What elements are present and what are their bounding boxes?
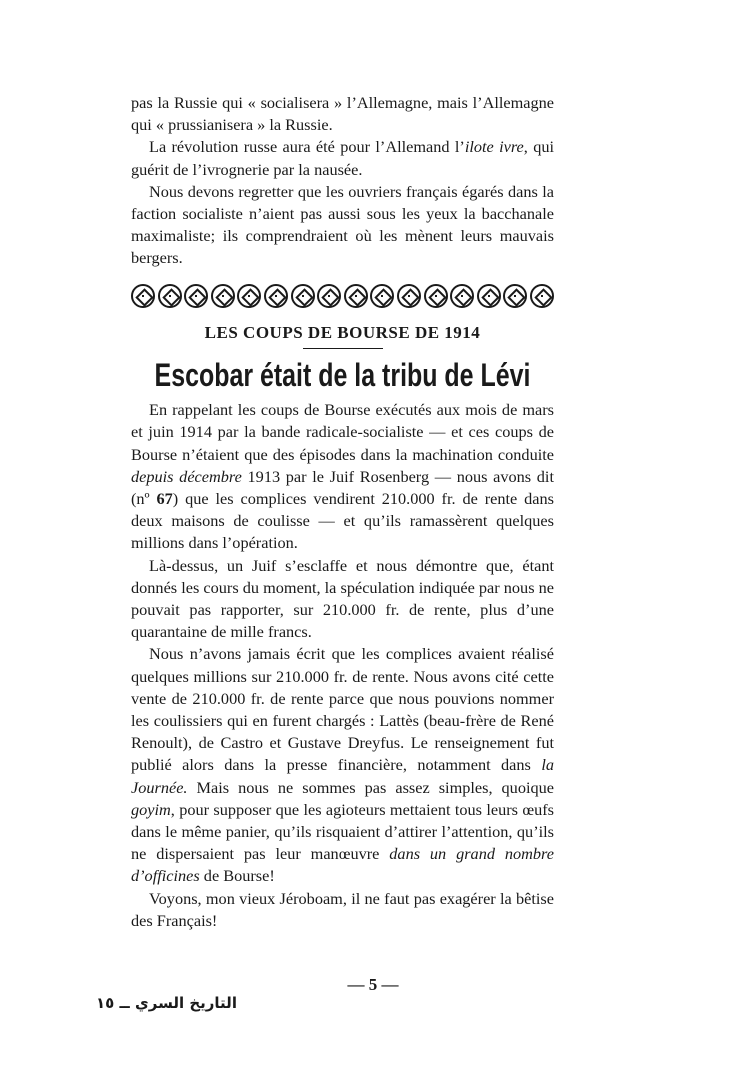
knot-ornament-icon bbox=[370, 284, 394, 308]
knot-ornament-icon bbox=[530, 284, 554, 308]
article-p1-text-b: 1913 par le Juif Rosenberg — nous avons dit (nº bbox=[131, 466, 554, 508]
knot-ornament-icon bbox=[424, 284, 448, 308]
page-number: — 5 — bbox=[347, 975, 399, 994]
article-p1-italic: depuis décembre bbox=[131, 466, 242, 486]
article-headline: Escobar était de la tribu de Lévi bbox=[154, 357, 531, 394]
knot-ornament-icon bbox=[477, 284, 501, 308]
intro-p2-text-a: La révolution russe aura été pour l’Allemand l’ bbox=[149, 137, 465, 157]
article-p3-text-c: , pour supposer que les agioteurs mettaient tous leurs œufs dans le même panier, qu’ils risquaient d’attirer l’attention, qu’ils ne dispersaient pas leur manœuvre bbox=[131, 799, 554, 864]
knot-ornament-icon bbox=[503, 284, 527, 308]
intro-p2-italic: ilote ivre bbox=[464, 137, 524, 157]
article-p3-text-a: Nous n’avons jamais écrit que les complices avaient réalisé quelques millions sur 210.000 fr. de rente. Nous avons cité cette vente de 210.000 fr. de rente parce que nous pouvions nommer les coulissiers qui en furent chargés : Lattès (beau-frère de René Renoult), de Castro et Gustave Dreyfus. Le renseignement fut publié alors dans la presse financière, notamment dans bbox=[131, 644, 554, 775]
article-p3-italic-2: goyim bbox=[131, 799, 171, 819]
ornamental-border bbox=[131, 284, 554, 310]
article-p1-bold: 67 bbox=[156, 488, 173, 508]
intro-paragraph-3: Nous devons regretter que les ouvriers français égarés dans la faction socialiste n’aient pas aussi sous les yeux la bacchanale maximaliste; ils comprendraient où les mènent leurs mauvais bergers. bbox=[131, 181, 554, 268]
article-paragraph-2: Là-dessus, un Juif s’esclaffe et nous démontre que, étant donnés les cours du moment, la spéculation indiquée par nous ne pouvait pas rapporter, sur 210.000 fr. de rente, plus d’une quarantaine de mille francs. bbox=[131, 555, 554, 642]
article-p3-italic: la Journée. bbox=[131, 755, 554, 797]
knot-ornament-icon bbox=[317, 284, 341, 308]
knot-ornament-icon bbox=[264, 284, 288, 308]
article-paragraph-3 bbox=[131, 643, 554, 887]
intro-paragraph-2 bbox=[131, 136, 554, 180]
kicker-underline bbox=[303, 348, 383, 350]
article-p3-text-b: Mais nous ne sommes pas assez simples, quoique bbox=[187, 777, 554, 797]
intro-paragraph-1: pas la Russie qui « socialisera » l’Allemagne, mais l’Allemagne qui « prussianisera » la Russie. bbox=[131, 93, 554, 135]
knot-ornament-icon bbox=[131, 284, 155, 308]
knot-ornament-icon bbox=[397, 284, 421, 308]
intro-p2-text-b: , qui guérit de l’ivrognerie par la nausée. bbox=[131, 137, 555, 179]
article-p3-text-d: de Bourse! bbox=[199, 866, 275, 886]
knot-ornament-icon bbox=[450, 284, 474, 308]
section-kicker: LES COUPS DE BOURSE DE 1914 bbox=[204, 322, 481, 342]
article-p1-text-c: ) que les complices vendirent 210.000 fr. de rente dans deux maisons de coulisse — et qu’ils ramassèrent quelques millions dans l’opération. bbox=[131, 488, 554, 553]
knot-ornament-icon bbox=[184, 284, 208, 308]
article-p1-text-a: En rappelant les coups de Bourse exécutés aux mois de mars et juin 1914 par la bande radicale-socialiste — et ces coups de Bourse n’étaient que des épisodes dans la machination conduite bbox=[131, 400, 554, 464]
knot-ornament-icon bbox=[158, 284, 182, 308]
knot-ornament-icon bbox=[237, 284, 261, 308]
knot-ornament-icon bbox=[291, 284, 315, 308]
signature-mark: التاريخ السري ــ ١٥ bbox=[96, 994, 237, 1012]
page-body bbox=[131, 92, 554, 932]
article-paragraph-1 bbox=[131, 399, 554, 554]
article-p3-italic-3: dans un grand nombre d’officines bbox=[131, 844, 554, 886]
knot-ornament-icon bbox=[344, 284, 368, 308]
article-paragraph-4: Voyons, mon vieux Jéroboam, il ne faut pas exagérer la bêtise des Français! bbox=[131, 888, 554, 930]
knot-ornament-icon bbox=[211, 284, 235, 308]
